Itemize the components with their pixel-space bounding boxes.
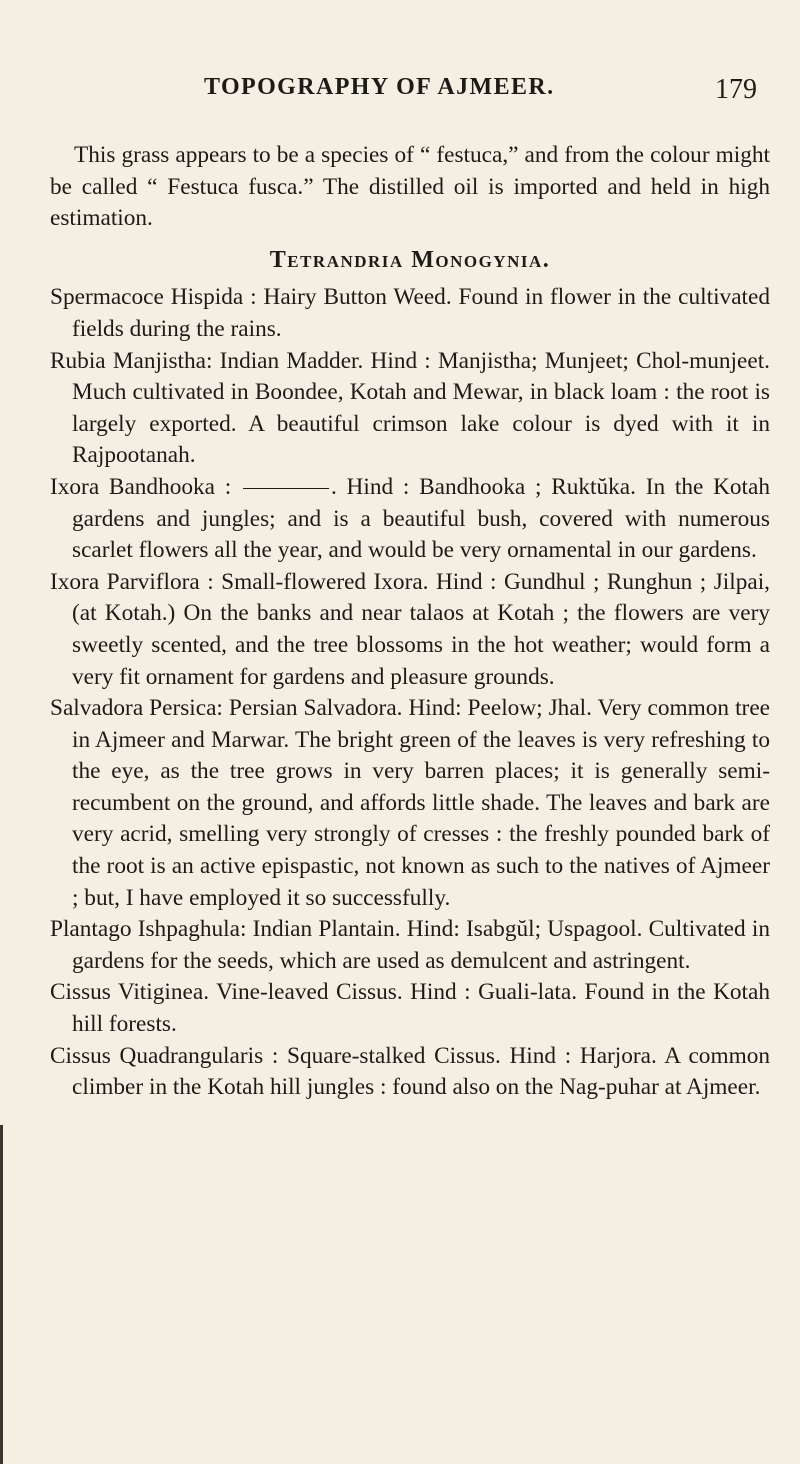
page-header <box>0 74 800 114</box>
intro-paragraph: This grass appears to be a species of “ festuca,” and from the colour might be called “ Festuca fusca.” The distilled oil is imported and held in high estimation. <box>50 142 770 232</box>
entry-cissus-quadrangularis: Cissus Quadrangularis : Square-stalked Cissus. Hind : Harjora. A common climber in the Kotah hill jungles : found also on the Nag-puhar at Ajmeer. <box>50 1042 770 1101</box>
blank-dash <box>243 488 329 489</box>
entry-plantago-ishpaghula: Plantago Ishpaghula: Indian Plantain. Hind: Isabgŭl; Uspagool. Cultivated in gardens for the seeds, which are used as demulcent and astringent. <box>50 916 770 974</box>
entry-spermacoce-hispida: Spermacoce Hispida : Hairy Button Weed. Found in flower in the cultivated fields during the rains. <box>50 284 770 342</box>
binding-edge-line <box>0 1125 3 1464</box>
entry-ixora-bandhooka <box>50 472 770 567</box>
entry-cissus-vitiginea: Cissus Vitiginea. Vine-leaved Cissus. Hind : Guali-lata. Found in the Kotah hill forests. <box>50 979 770 1038</box>
entry-rubia-manjistha: Rubia Manjistha: Indian Madder. Hind : Manjistha; Munjeet; Chol-munjeet. Much cultivated in Boondee, Kotah and Mewar, in black loam : the root is largely exported. A beautiful crimson lake colour is dyed with it in Rajpootanah. <box>50 347 770 469</box>
entry-salvadora-persica: Salvadora Persica: Persian Salvadora. Hind: Peelow; Jhal. Very common tree in Ajmeer and Marwar. The bright green of the leaves is very refreshing to the eye, as the tree grows in very barren places; it is generally semi-recumbent on the ground, and affords little shade. The leaves and bark are very acrid, smelling very strongly of cresses : the freshly pounded bark of the root is an active epispastic, not known as such to the natives of Ajmeer ; but, I have employed it so successfully. <box>50 695 770 911</box>
page-number: 179 <box>715 74 757 105</box>
ixora-bandhooka-text: . Hind : Bandhooka ; Ruktŭka. In the Kotah gardens and jungles; and is a beautiful bush, covered with numerous scarlet flowers all the year, and would be very ornamental in our gardens. <box>72 473 770 564</box>
ixora-bandhooka-name: Ixora Bandhooka : <box>50 473 232 500</box>
section-heading: Tetrandria Monogynia. <box>269 246 551 273</box>
running-head: TOPOGRAPHY OF AJMEER. <box>204 74 555 100</box>
entry-ixora-parviflora: Ixora Parviflora : Small-flowered Ixora. Hind : Gundhul ; Runghun ; Jilpai, (at Kotah.) On the banks and near talaos at Kotah ; the flowers are very sweetly scented, and the tree blossoms in the hot weather; would form a very fit ornament for gardens and pleasure grounds. <box>50 568 770 690</box>
body-text <box>50 140 770 1104</box>
